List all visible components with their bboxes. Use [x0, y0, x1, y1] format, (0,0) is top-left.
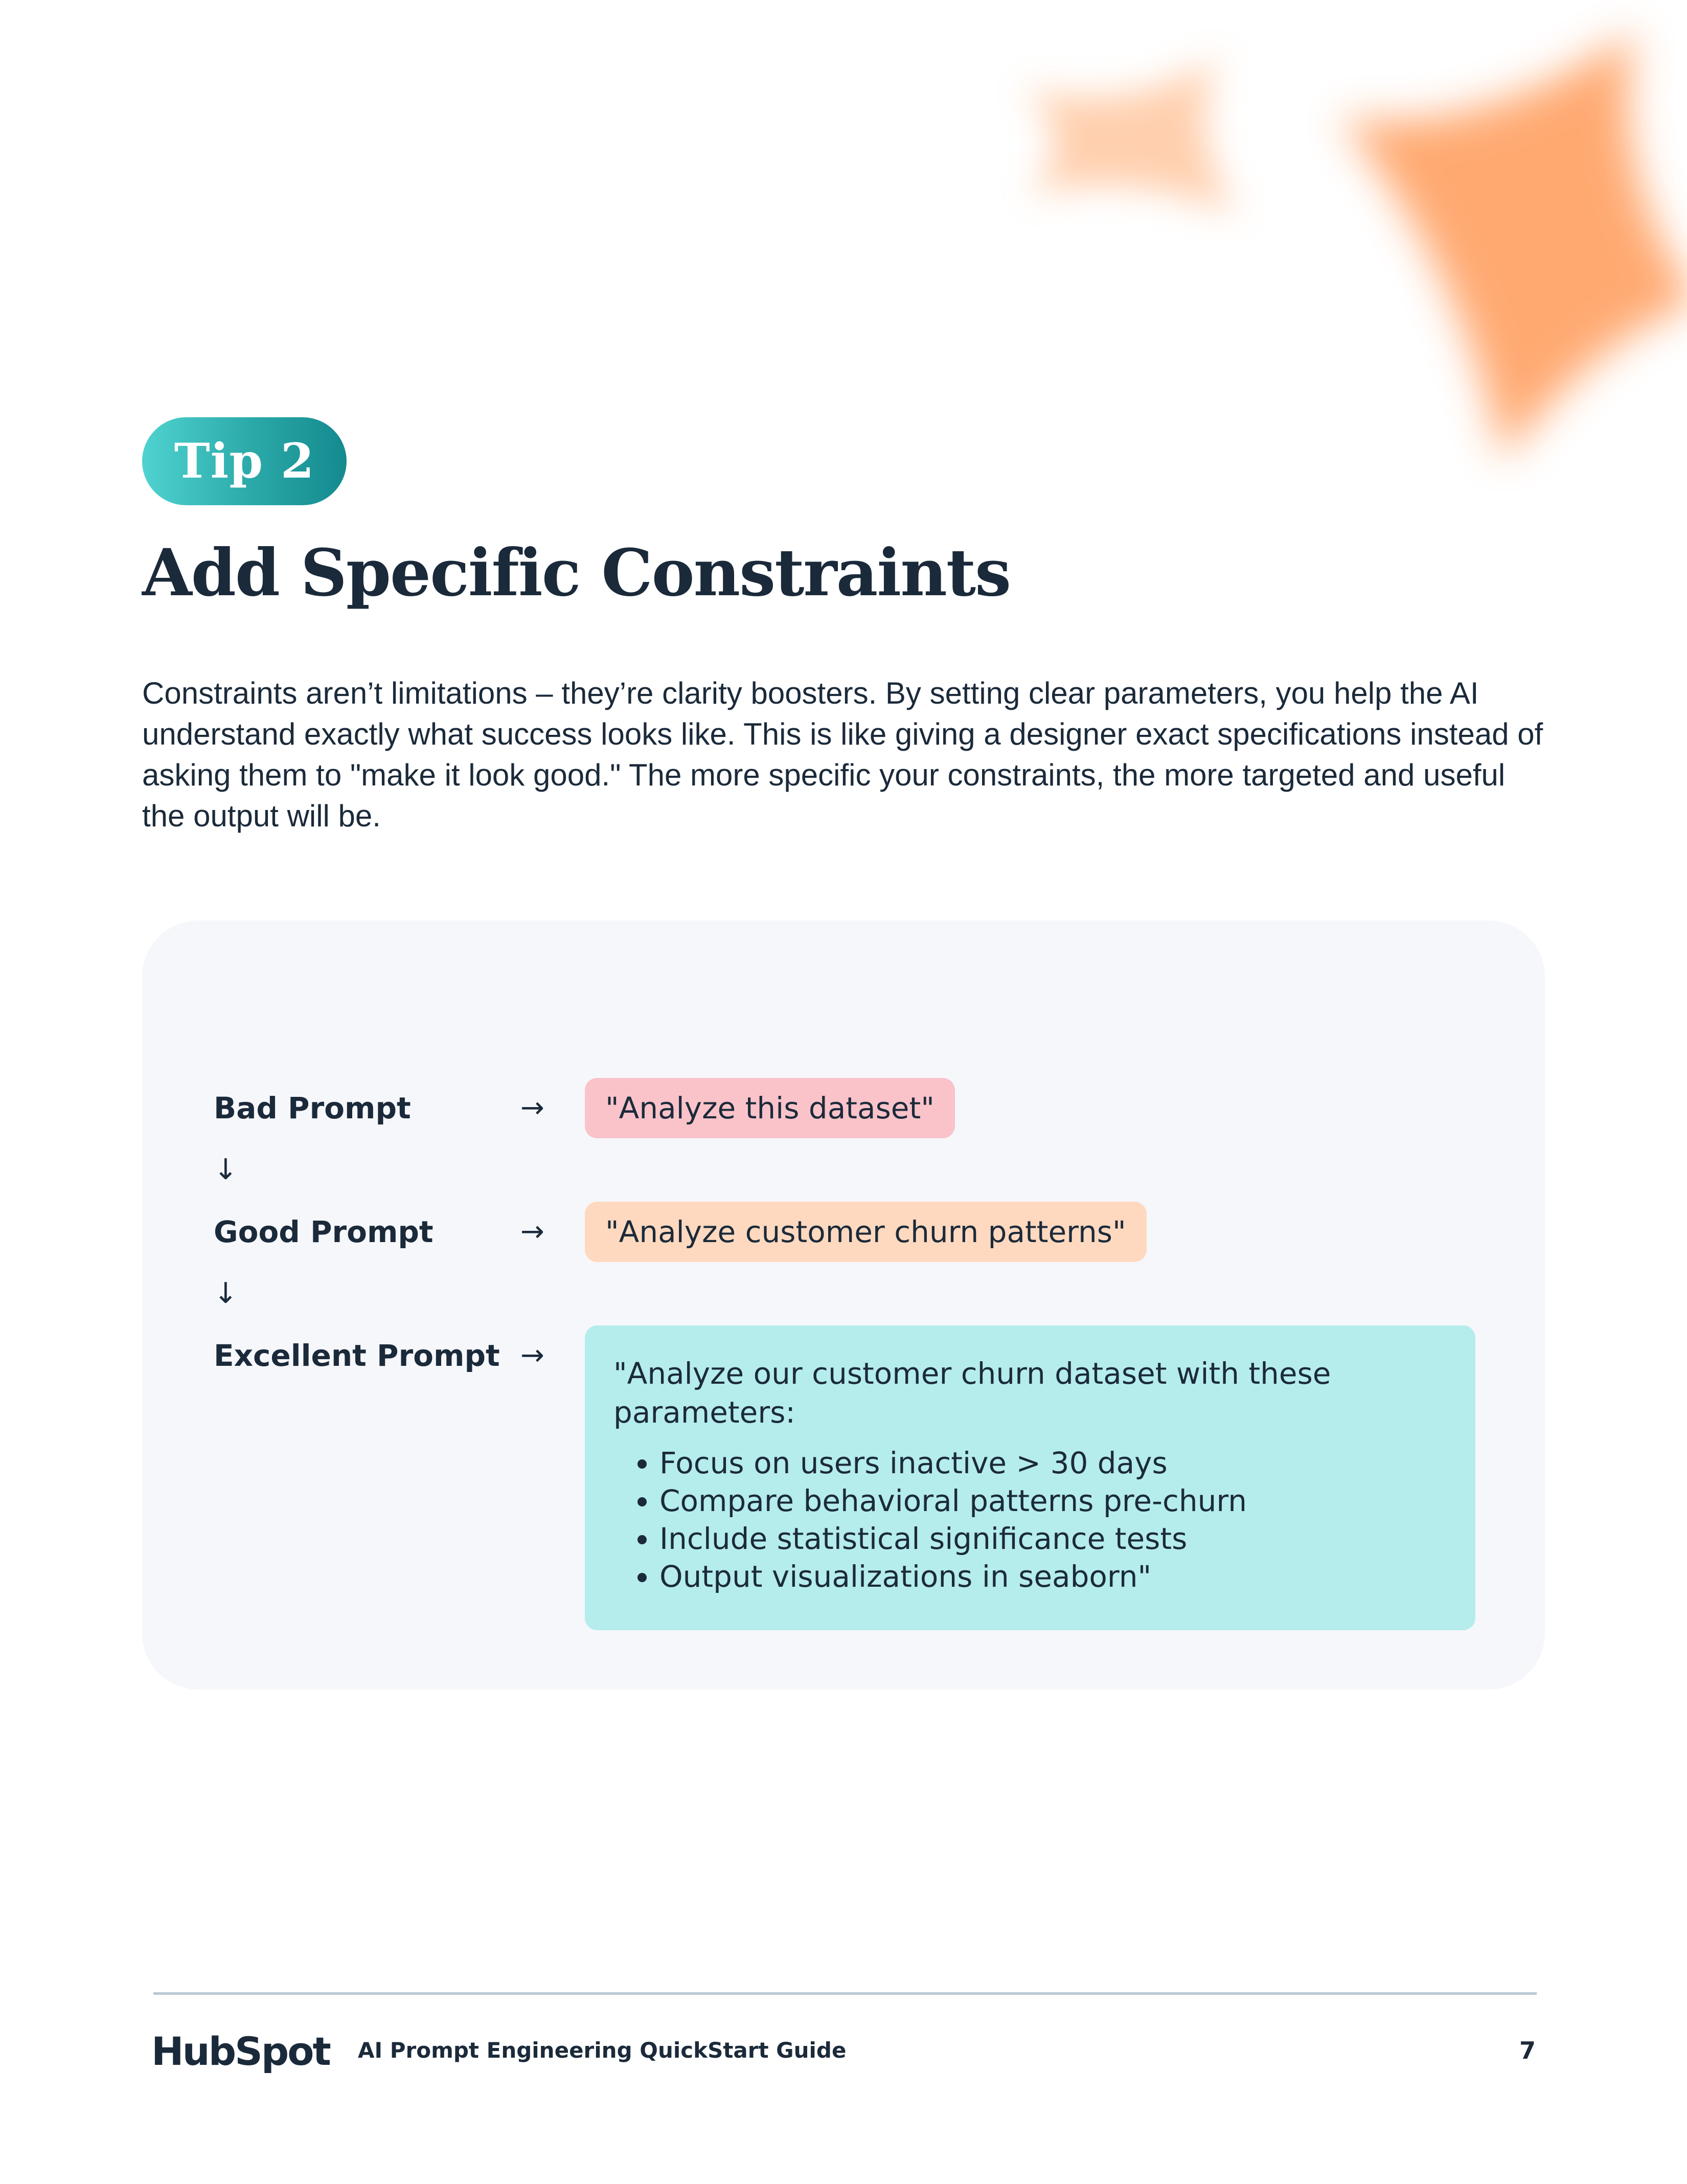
parameter-item: • Focus on users inactive > 30 days [659, 1444, 1447, 1482]
parameter-item: • Output visualizations in seaborn" [659, 1558, 1447, 1595]
page-number: 7 [1519, 2037, 1536, 2064]
excellent-prompt-intro: "Analyze our customer churn dataset with these parameters: [613, 1356, 1331, 1430]
prompt-comparison-card [142, 920, 1545, 1690]
intro-paragraph: Constraints aren’t limitations – they’re clarity boosters. By setting clear parameters, you help the AI understand exactly what success looks like. This is like giving a designer exact specifications instead of asking them to "make it look good." The more specific your constraints, the more targeted and useful the output will be. [142, 676, 1543, 833]
small-sparkle-shape [1022, 56, 1237, 215]
right-arrow-icon: → [520, 1339, 544, 1372]
parameter-item: • Include statistical significance tests [659, 1520, 1447, 1558]
down-arrow-icon: ↓ [214, 1277, 238, 1310]
footer-divider [153, 1992, 1537, 1995]
right-arrow-icon: → [520, 1215, 544, 1248]
bad-prompt-example: "Analyze this dataset" [585, 1078, 955, 1138]
down-arrow-icon: ↓ [214, 1153, 238, 1186]
excellent-prompt-parameters [613, 1444, 1447, 1595]
large-sparkle-shape [1339, 31, 1687, 460]
hubspot-logo: HubSpot [151, 2029, 330, 2074]
page-title: Add Specific Constraints [142, 535, 1011, 611]
excellent-prompt-label: Excellent Prompt [214, 1338, 500, 1373]
good-prompt-example: "Analyze customer churn patterns" [585, 1202, 1147, 1262]
excellent-prompt-example [585, 1325, 1475, 1630]
good-prompt-label: Good Prompt [214, 1214, 434, 1249]
right-arrow-icon: → [520, 1091, 544, 1124]
bad-prompt-label: Bad Prompt [214, 1091, 411, 1125]
tip-badge: Tip 2 [142, 417, 347, 505]
guide-title: AI Prompt Engineering QuickStart Guide [358, 2038, 847, 2063]
parameter-item: • Compare behavioral patterns pre-churn [659, 1482, 1447, 1520]
